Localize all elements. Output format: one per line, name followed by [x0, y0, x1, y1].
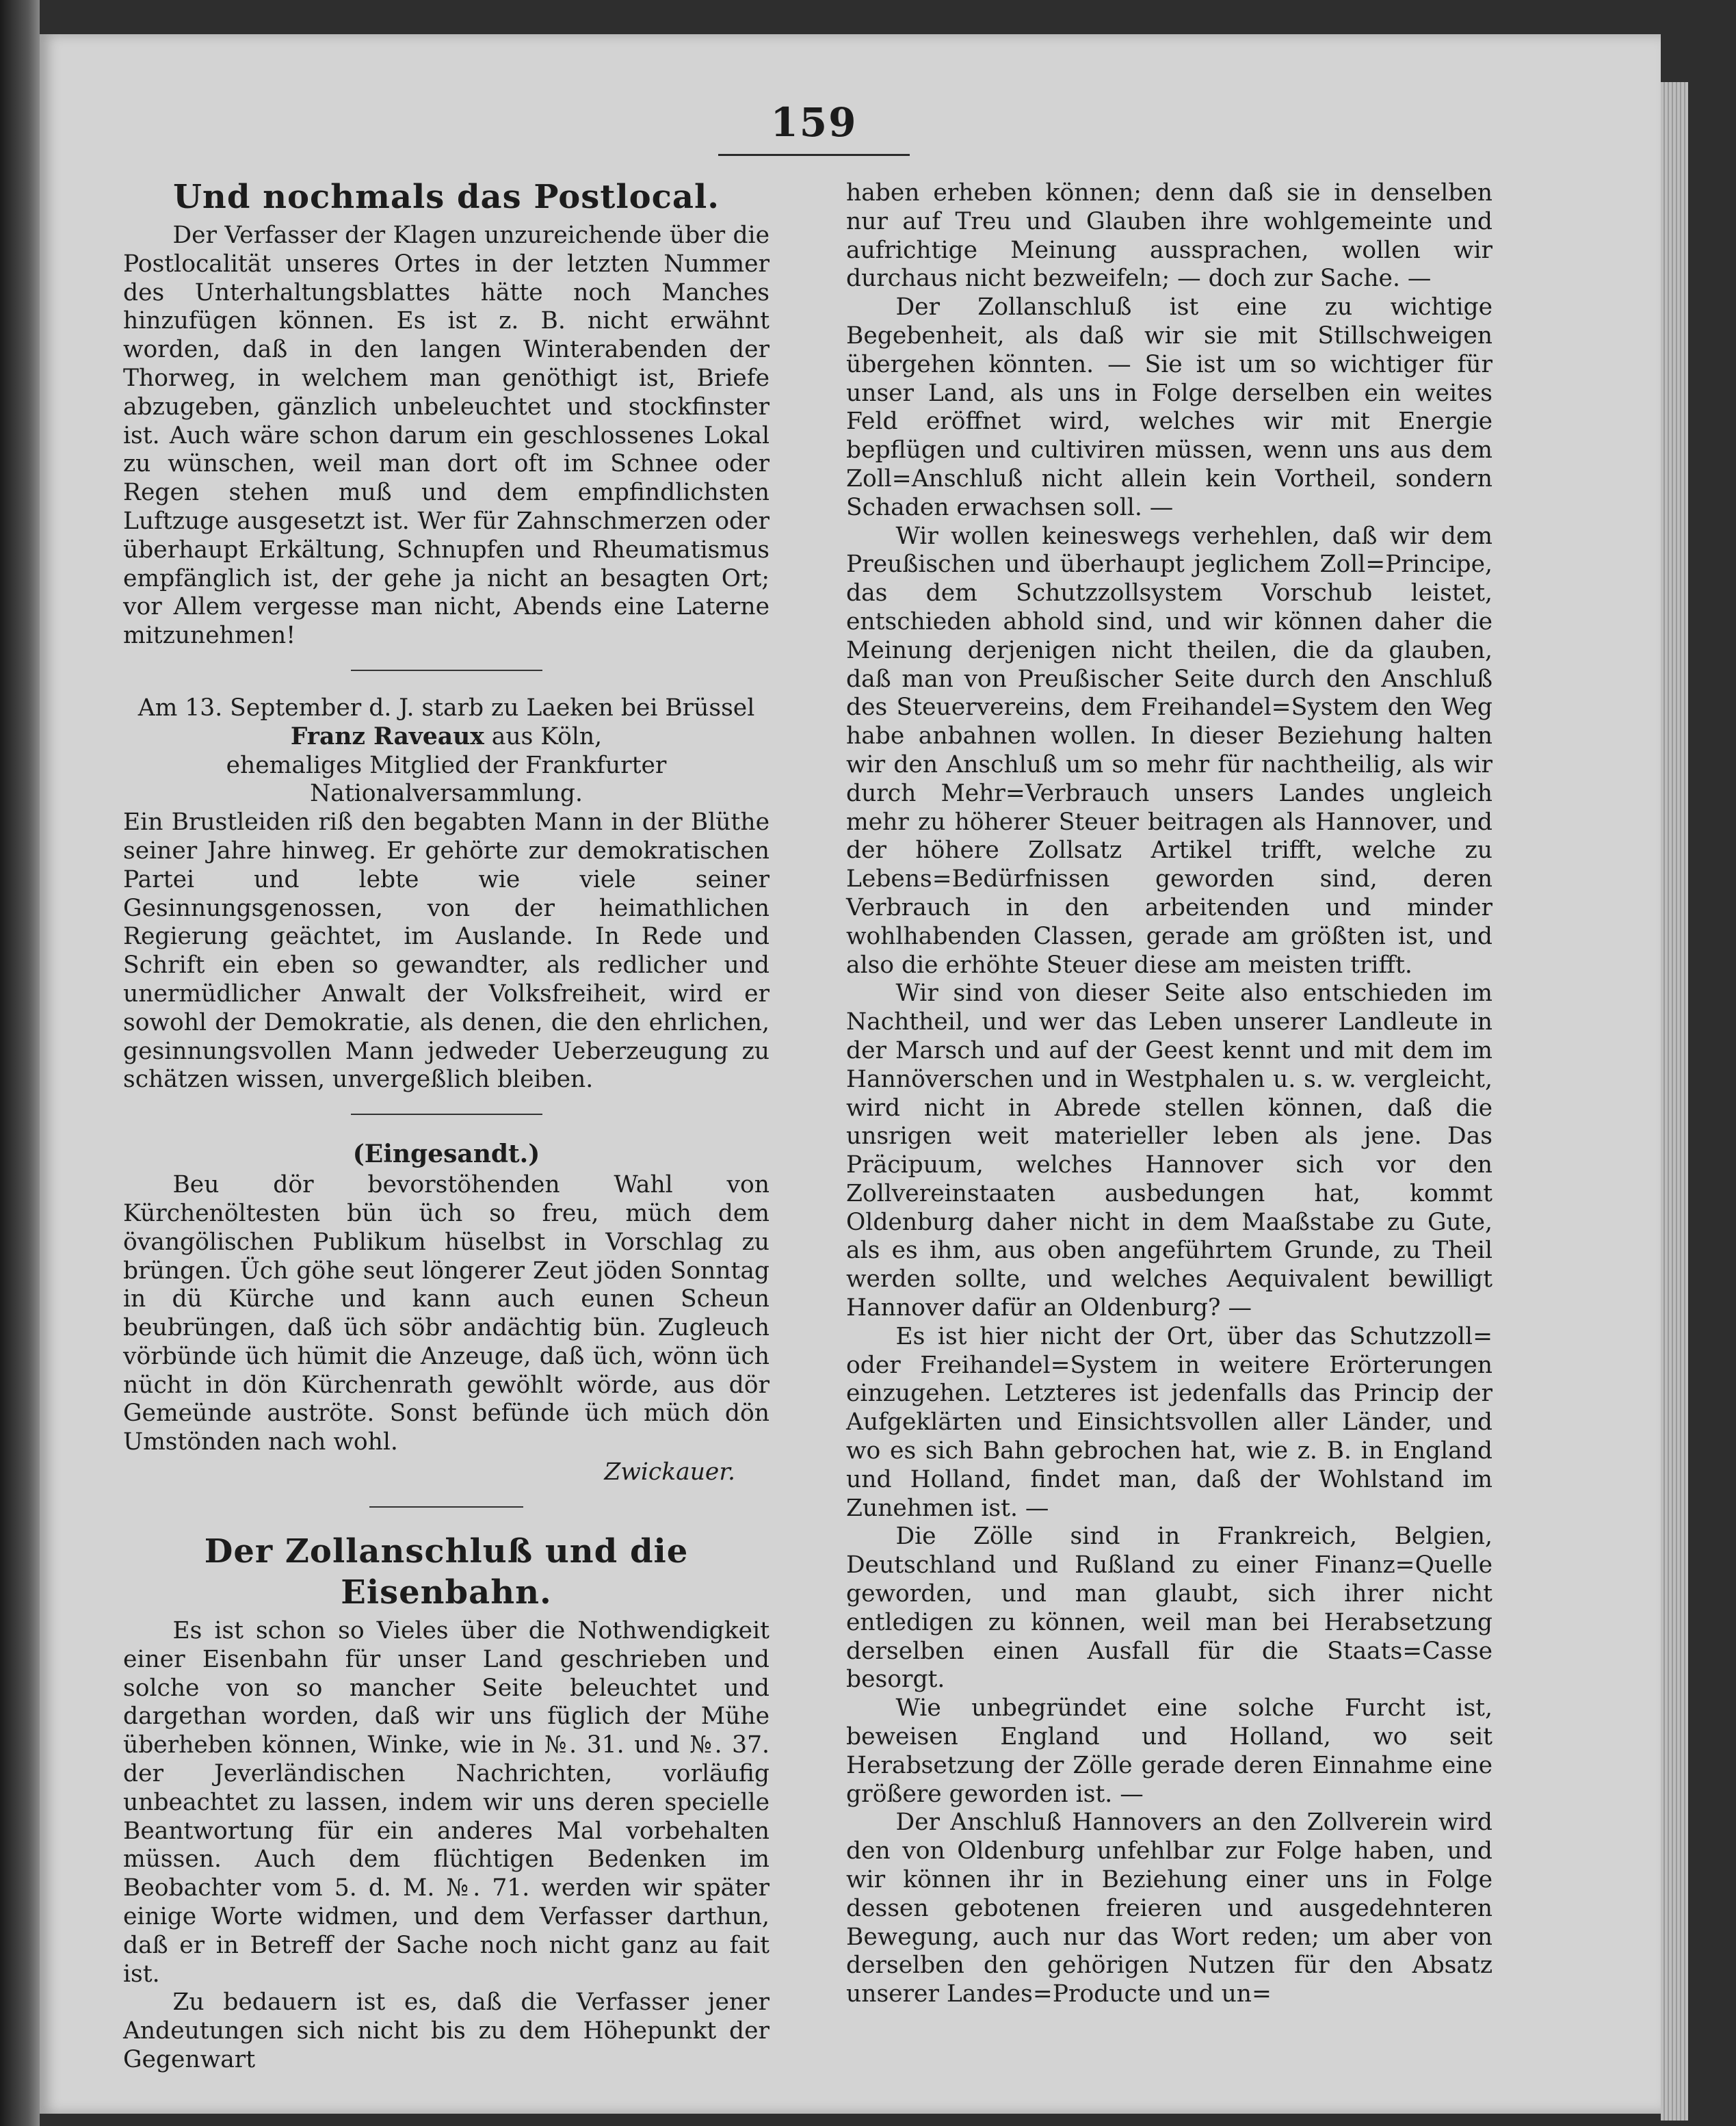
article-paragraph: haben erheben können; denn daß sie in denselben nur auf Treu und Glauben ihre wohlgemeinte und aufrichtige Meinung aussprachen, wollen wir durchaus nicht bezweifeln; — doch zur Sache. — [846, 179, 1492, 293]
obituary-name: Franz Raveaux [290, 722, 484, 750]
signature: Zwickauer. [604, 1458, 735, 1486]
book-spine [0, 0, 40, 2126]
article-paragraph: Zu bedauern ist es, daß die Verfasser jener Andeutungen sich nicht bis zu dem Höhepunkt der Gegenwart [123, 1989, 770, 2074]
article-paragraph: Wie unbegründet eine solche Furcht ist, beweisen England und Holland, wo seit Herabsetzung der Zölle gerade deren Einnahme eine größere geworden ist. — [846, 1694, 1492, 1808]
article-title-postlocal: Und nochmals das Postlocal. [173, 178, 720, 216]
article-paragraph: Beu dör bevorstöhenden Wahl von Kürchenöltesten bün üch so freu, müch dem övangölischen Publikum hüselbst in Vorschlag zu brüngen. Üch göhe seut löngerer Zeut jöden Sonntag in dü Kürche und kann auch eunen Scheun beubrüngen, daß üch söbr andächtig bün. Zugleuch vörbünde üch hümit die Anzeuge, daß üch, wönn üch nücht in dön Kürchenrath gewöhlt wörde, aus dör Gemeünde auströte. Sonst befünde üch müch dön Umstönden nach wohl. [123, 1171, 770, 1456]
obituary-line: Am 13. September d. J. starb zu Laeken bei Brüssel [137, 694, 755, 722]
article-paragraph: Es ist schon so Vieles über die Nothwendigkeit einer Eisenbahn für unser Land geschrieben und solche von so mancher Seite beleuchtet und dargethan worden, daß wir uns füglich der Mühe überheben können, Winke, wie in №. 31. und №. 37. der Jeverländischen Nachrichten, vorläufig unbeachtet zu lassen, indem wir uns deren specielle Beantwortung für ein anderes Mal vorbehalten müssen. Auch dem flüchtigen Bedenken im Beobachter vom 5. d. M. №. 71. werden wir später einige Worte widmen, und dem Verfasser darthun, daß er in Betreff der Sache noch nicht ganz au fait ist. [123, 1617, 770, 1988]
article-title-zollanschluss: Der Zollanschluß und die Eisenbahn. [204, 1532, 689, 1612]
divider [369, 1506, 523, 1508]
article-paragraph: Es ist hier nicht der Ort, über das Schutzzoll= oder Freihandel=System in weitere Erörterungen einzugehen. Letzteres ist jedenfalls das Princip der Aufgeklärten und Einsichtsvollen aller Länder, und wo es sich Bahn gebrochen hat, wie z. B. in England und Holland, findet man, daß der Wohlstand im Zunehmen ist. — [846, 1322, 1492, 1522]
article-paragraph: Wir sind von dieser Seite also entschieden im Nachtheil, und wer das Leben unserer Landleute in der Marsch und auf der Geest kennt und mit dem im Hannöverschen und in Westphalen u. s. w. vergleicht, wird nicht in Abrede stellen können, daß die unsrigen weit materieller leben als jene. Das Präcipuum, welches Hannover sich vor den Zollvereinstaaten ausbedungen hat, kommt Oldenburg daher nicht in dem Maaßstabe zu Gute, als es ihm, aus oben angeführtem Grunde, zu Theil werden sollte, und welches Aequivalent bewilligt Hannover dafür an Oldenburg? — [846, 980, 1492, 1322]
article-paragraph: Wir wollen keineswegs verhehlen, daß wir dem Preußischen und überhaupt jeglichem Zoll=Principe, das dem Schutzzollsystem Vorschub leistet, entschieden abhold sind, und wir können daher die Meinung derjenigen nicht theilen, die da glauben, daß man von Preußischer Seite durch den Anschluß des Steuervereins, dem Freihandel=System den Weg habe anbahnen wollen. In dieser Beziehung halten wir den Anschluß um so mehr für nachtheilig, als wir durch Mehr=Verbrauch unsers Landes ungleich mehr zu höherer Steuer beitragen als Hannover, und der höhere Zollsatz Artikel trifft, welche zu Lebens=Bedürfnissen geworden sind, deren Verbrauch in den arbeitenden und minder wohlhabenden Classen, gerade am größten ist, und also die erhöhte Steuer diese am meisten trifft. [846, 522, 1492, 979]
obituary-name-line [123, 723, 770, 752]
article-paragraph: Der Verfasser der Klagen unzureichende über die Postlocalität unseres Ortes in der letzten Nummer des Unterhaltungsblattes hätte noch Manches hinzufügen können. Es ist z. B. nicht erwähnt worden, daß in den langen Winterabenden der Thorweg, in welchem man genöthigt ist, Briefe abzugeben, gänzlich unbeleuchtet und stockfinster ist. Auch wäre schon darum ein geschlossenes Lokal zu wünschen, weil man dort oft im Schnee oder Regen stehen muß und dem empfindlichsten Luftzuge ausgesetzt ist. Wer für Zahnschmerzen oder überhaupt Erkältung, Schnupfen und Rheumatismus empfänglich ist, der gehe ja nicht an besagten Ort; vor Allem vergesse man nicht, Abends eine Laterne mitzunehmen! [123, 222, 770, 650]
article-paragraph: Die Zölle sind in Frankreich, Belgien, Deutschland und Rußland zu einer Finanz=Quelle geworden, und man glaubt, sich ihrer nicht entledigen zu können, weil man bei Herabsetzung derselben einen Ausfall für die Staats=Casse besorgt. [846, 1523, 1492, 1694]
page-number: 159 [770, 99, 858, 146]
page-edges [1661, 82, 1688, 2121]
right-column [846, 179, 1492, 2009]
obituary-body: Ein Brustleiden riß den begabten Mann in der Blüthe seiner Jahre hinweg. Er gehörte zur demokratischen Partei und lebte wie viele seiner Gesinnungsgenossen, von der heimathlichen Regierung geächtet, im Auslande. In Rede und Schrift ein eben so gewandter, als redlicher und unermüdlicher Anwalt der Volksfreiheit, wird er sowohl der Demokratie, als denen, die den ehrlichen, gesinnungsvollen Mann jedweder Ueberzeugung zu schätzen wissen, unvergeßlich bleiben. [123, 809, 770, 1094]
left-column [123, 176, 770, 2075]
obituary-name-suffix: aus Köln, [484, 722, 603, 750]
article-paragraph: Der Zollanschluß ist eine zu wichtige Begebenheit, als daß wir sie mit Stillschweigen übergehen könnten. — Sie ist um so wichtiger für unser Land, als uns in Folge derselben ein weites Feld eröffnet wird, welches wir mit Energie bepflügen und cultiviren müssen, wenn uns aus dem Zoll=Anschluß nicht allein kein Vortheil, sondern Schaden erwachsen soll. — [846, 293, 1492, 521]
divider [351, 1114, 542, 1115]
obituary-line: ehemaliges Mitglied der Frankfurter Nationalversammlung. [226, 751, 667, 808]
article-title-eingesandt: (Eingesandt.) [352, 1140, 540, 1169]
divider [351, 670, 542, 671]
article-paragraph: Der Anschluß Hannovers an den Zollverein wird den von Oldenburg unfehlbar zur Folge haben, und wir können ihr in Beziehung einer uns in Folge dessen gebotenen freieren und ausgedehnteren Bewegung, auch nur das Wort reden; um aber von derselben den gehörigen Nutzen für den Absatz unserer Landes=Producte und un= [846, 1809, 1492, 2008]
page-number-rule [718, 154, 910, 156]
